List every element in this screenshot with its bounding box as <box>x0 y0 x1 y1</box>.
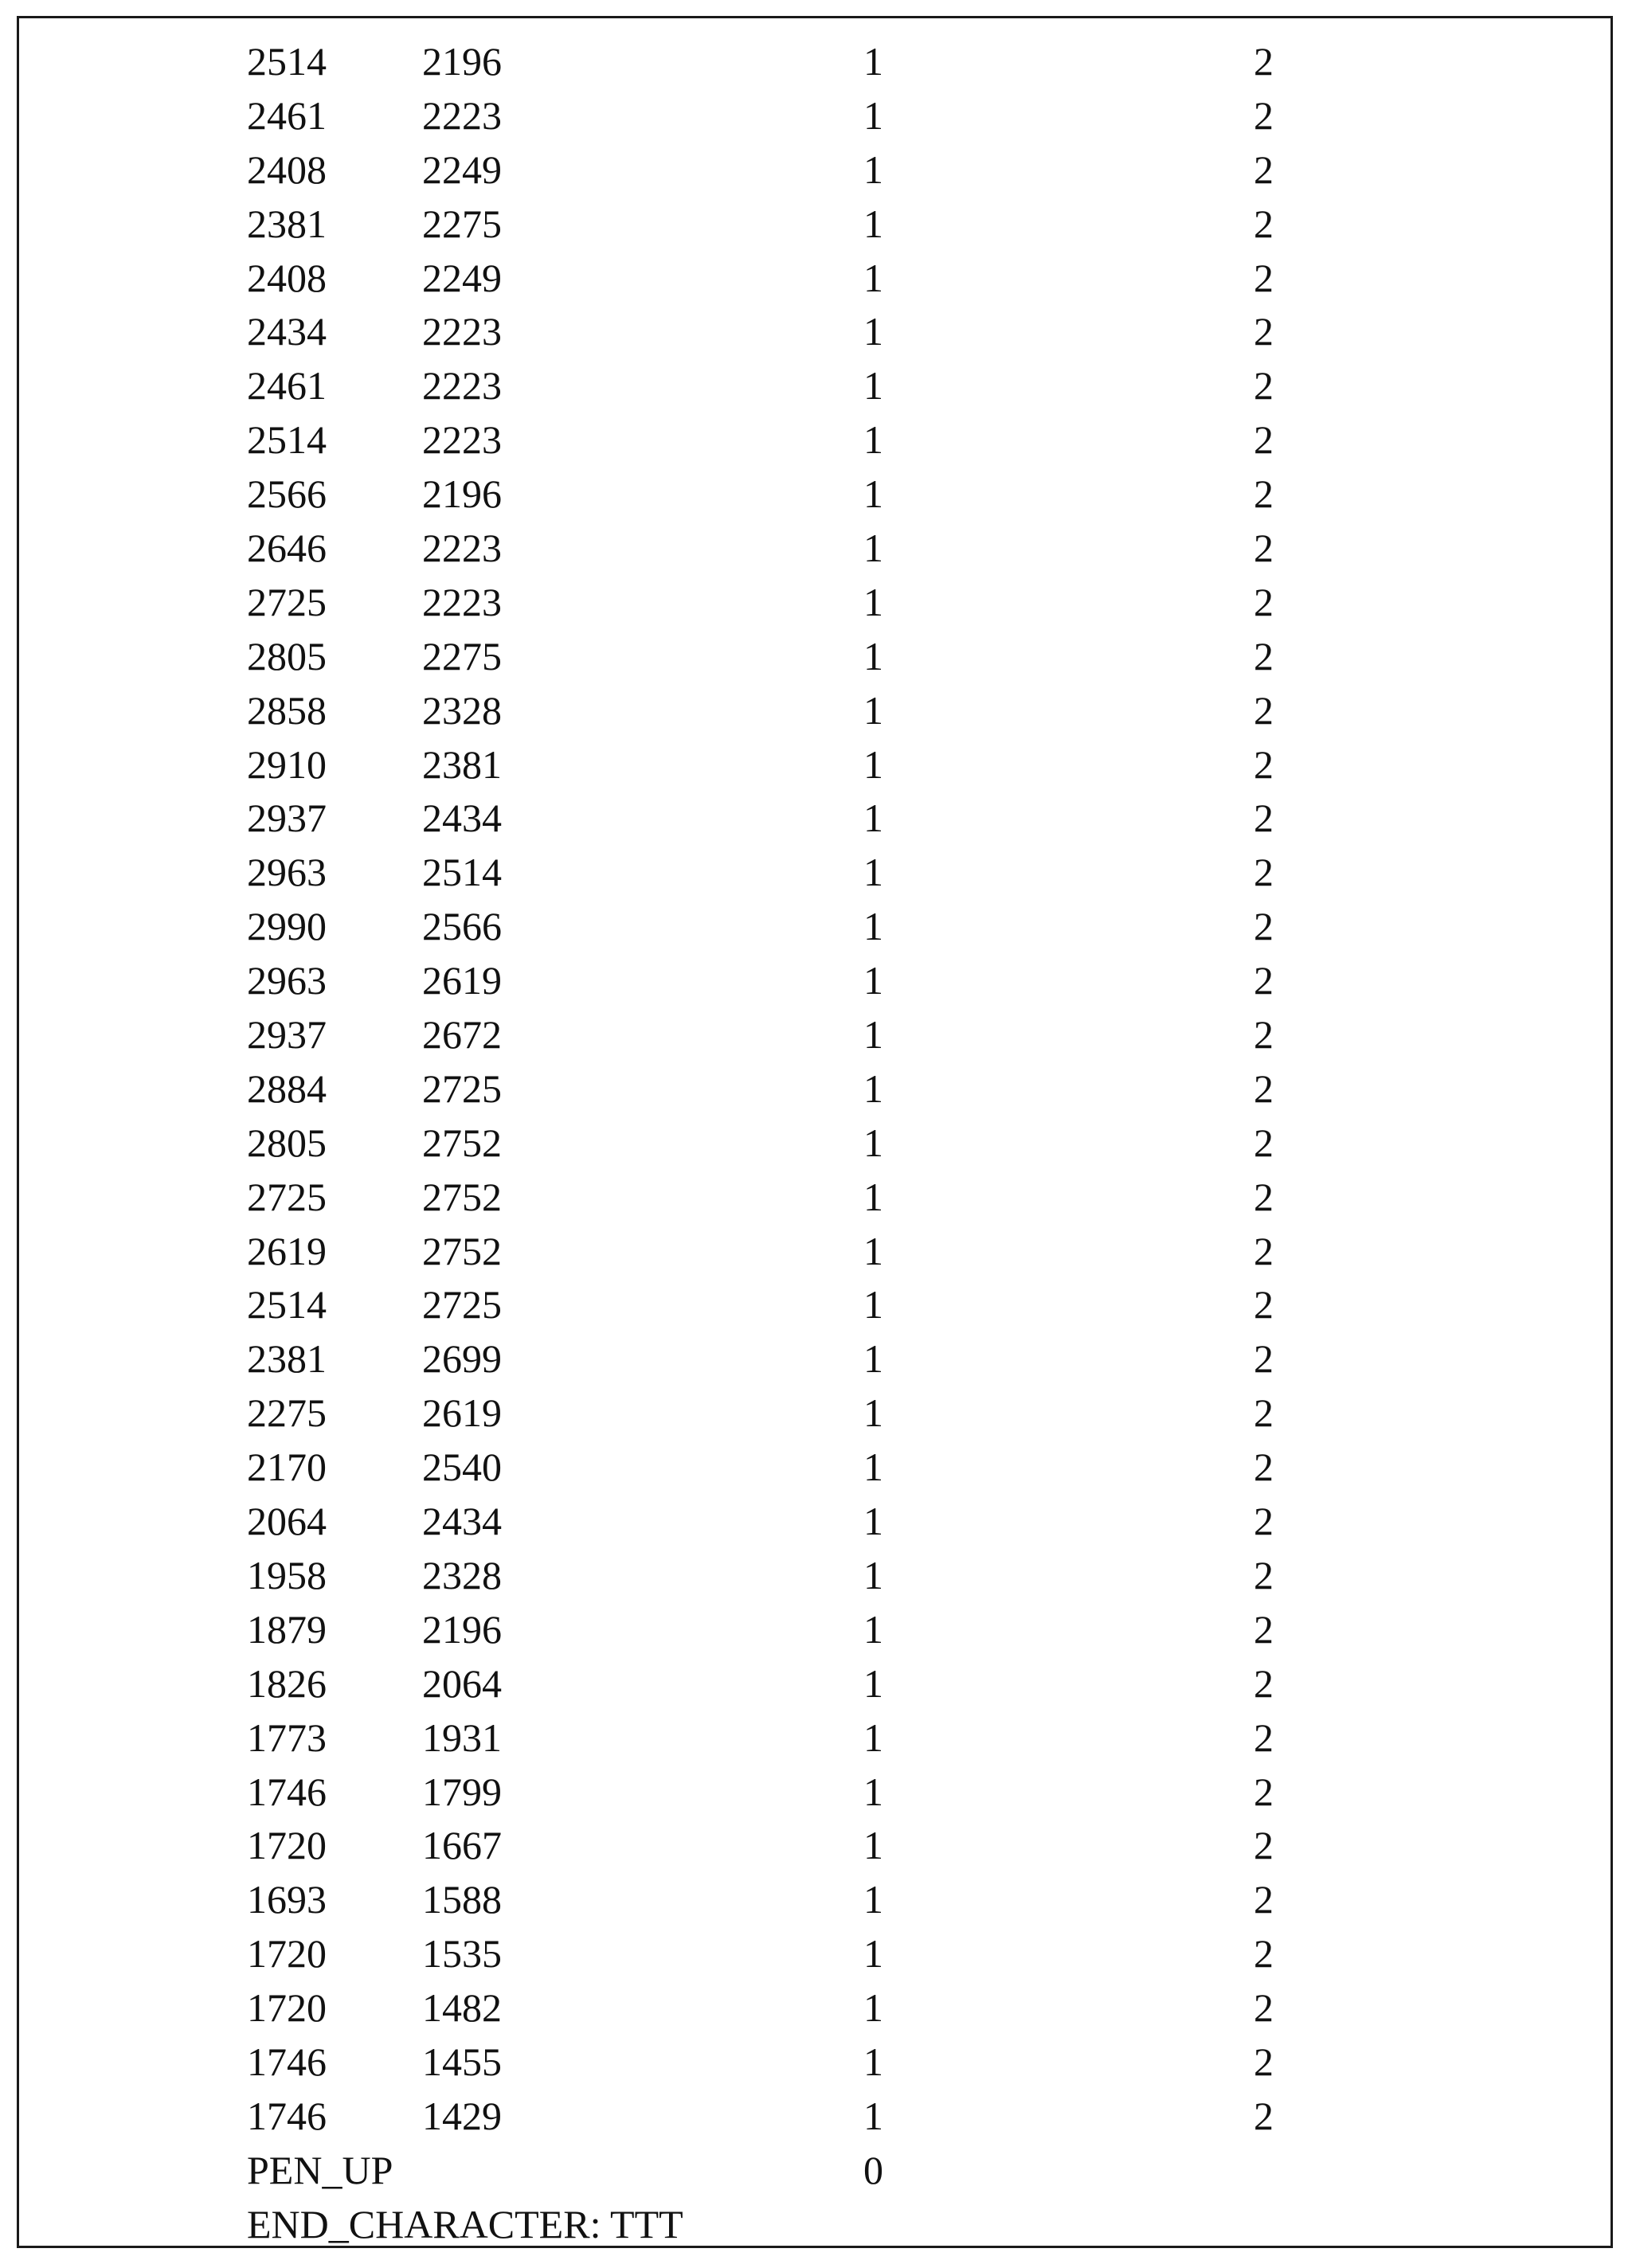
pen-state: 1 <box>863 1715 883 1760</box>
pen-state: 1 <box>863 1066 883 1111</box>
pen-state: 1 <box>863 904 883 949</box>
x-value: 2381 <box>247 1336 327 1382</box>
pen-state: 1 <box>863 1445 883 1490</box>
stroke-id: 2 <box>1254 796 1274 841</box>
table-row <box>19 1499 1610 1553</box>
table-row <box>19 147 1610 201</box>
stroke-id: 2 <box>1254 1985 1274 2031</box>
pen-state: 1 <box>863 471 883 517</box>
table-row <box>19 417 1610 471</box>
y-value: 2249 <box>422 255 502 300</box>
y-value: 2249 <box>422 147 502 192</box>
table-row <box>19 1390 1610 1445</box>
y-value: 2196 <box>422 471 502 517</box>
pen-up-label: PEN_UP <box>247 2147 393 2192</box>
pen-state: 1 <box>863 309 883 354</box>
stroke-id: 2 <box>1254 1174 1274 1219</box>
end-character-label: END_CHARACTER: TTT <box>247 2201 683 2246</box>
pen-state: 1 <box>863 1823 883 1868</box>
stroke-id: 2 <box>1254 1445 1274 1490</box>
pen-state: 1 <box>863 2093 883 2138</box>
y-value: 2223 <box>422 417 502 463</box>
x-value: 2910 <box>247 741 327 787</box>
x-value: 1958 <box>247 1552 327 1597</box>
table-row <box>19 201 1610 256</box>
table-row <box>19 1607 1610 1661</box>
y-value: 2223 <box>422 363 502 409</box>
stroke-id: 2 <box>1254 1715 1274 1760</box>
table-row <box>19 1985 1610 2039</box>
table-row <box>19 742 1610 796</box>
x-value: 2990 <box>247 904 327 949</box>
stroke-id: 2 <box>1254 579 1274 624</box>
table-row <box>19 39 1610 93</box>
table-row <box>19 1769 1610 1824</box>
pen-state: 1 <box>863 1606 883 1652</box>
y-value: 1482 <box>422 1985 502 2031</box>
x-value: 2381 <box>247 201 327 246</box>
stroke-id: 2 <box>1254 2039 1274 2084</box>
stroke-id: 2 <box>1254 1012 1274 1058</box>
table-row <box>19 1012 1610 1066</box>
y-value: 2540 <box>422 1445 502 1490</box>
stroke-id: 2 <box>1254 1769 1274 1814</box>
y-value: 2725 <box>422 1282 502 1328</box>
table-row <box>19 1175 1610 1229</box>
x-value: 2408 <box>247 147 327 192</box>
stroke-id: 2 <box>1254 633 1274 678</box>
y-value: 2223 <box>422 579 502 624</box>
table-row <box>19 1066 1610 1120</box>
y-value: 2381 <box>422 741 502 787</box>
table-row <box>19 363 1610 417</box>
table-row <box>19 850 1610 904</box>
x-value: 2937 <box>247 796 327 841</box>
pen-state: 1 <box>863 796 883 841</box>
table-row <box>19 1120 1610 1175</box>
y-value: 2699 <box>422 1336 502 1382</box>
x-value: 2805 <box>247 1120 327 1165</box>
pen-state: 1 <box>863 1120 883 1165</box>
x-value: 2805 <box>247 633 327 678</box>
pen-state: 1 <box>863 1769 883 1814</box>
pen-up-row <box>19 2148 1610 2202</box>
y-value: 2672 <box>422 1012 502 1058</box>
table-row <box>19 1877 1610 1931</box>
x-value: 2963 <box>247 958 327 1003</box>
table-row <box>19 1715 1610 1769</box>
pen-state: 1 <box>863 958 883 1003</box>
table-row <box>19 93 1610 147</box>
y-value: 1667 <box>422 1823 502 1868</box>
stroke-id: 2 <box>1254 92 1274 138</box>
x-value: 2725 <box>247 1174 327 1219</box>
stroke-id: 2 <box>1254 1931 1274 1977</box>
table-row <box>19 958 1610 1012</box>
y-value: 1535 <box>422 1931 502 1977</box>
pen-state: 1 <box>863 1552 883 1597</box>
table-row <box>19 2094 1610 2148</box>
stroke-id: 2 <box>1254 39 1274 84</box>
stroke-id: 2 <box>1254 1228 1274 1273</box>
x-value: 2619 <box>247 1228 327 1273</box>
x-value: 2514 <box>247 1282 327 1328</box>
y-value: 2752 <box>422 1228 502 1273</box>
stroke-id: 2 <box>1254 2093 1274 2138</box>
stroke-id: 2 <box>1254 850 1274 895</box>
table-row <box>19 526 1610 580</box>
x-value: 2461 <box>247 92 327 138</box>
table-row <box>19 1336 1610 1390</box>
pen-state: 1 <box>863 363 883 409</box>
x-value: 2408 <box>247 255 327 300</box>
x-value: 1826 <box>247 1660 327 1706</box>
table-row <box>19 1229 1610 1283</box>
table-row <box>19 2039 1610 2094</box>
y-value: 2275 <box>422 633 502 678</box>
pen-state: 1 <box>863 1390 883 1436</box>
pen-state: 1 <box>863 850 883 895</box>
y-value: 1429 <box>422 2093 502 2138</box>
pen-state: 1 <box>863 1499 883 1544</box>
x-value: 2884 <box>247 1066 327 1111</box>
x-value: 2566 <box>247 471 327 517</box>
table-row <box>19 1282 1610 1336</box>
stroke-id: 2 <box>1254 904 1274 949</box>
y-value: 2434 <box>422 1499 502 1544</box>
stroke-id: 2 <box>1254 1282 1274 1328</box>
x-value: 1720 <box>247 1985 327 2031</box>
pen-state: 1 <box>863 579 883 624</box>
x-value: 2725 <box>247 579 327 624</box>
stroke-id: 2 <box>1254 1336 1274 1382</box>
stroke-id: 2 <box>1254 1552 1274 1597</box>
stroke-id: 2 <box>1254 1066 1274 1111</box>
pen-state: 1 <box>863 1336 883 1382</box>
y-value: 2619 <box>422 958 502 1003</box>
pen-state: 1 <box>863 1931 883 1977</box>
stroke-id: 2 <box>1254 1606 1274 1652</box>
table-row <box>19 1823 1610 1877</box>
pen-state: 1 <box>863 741 883 787</box>
x-value: 2937 <box>247 1012 327 1058</box>
x-value: 2064 <box>247 1499 327 1544</box>
y-value: 2328 <box>422 687 502 733</box>
table-row <box>19 634 1610 688</box>
x-value: 2461 <box>247 363 327 409</box>
stroke-id: 2 <box>1254 363 1274 409</box>
stroke-id: 2 <box>1254 417 1274 463</box>
y-value: 2196 <box>422 39 502 84</box>
pen-state: 1 <box>863 417 883 463</box>
table-row <box>19 580 1610 634</box>
data-listing <box>19 39 1610 2256</box>
x-value: 1720 <box>247 1823 327 1868</box>
pen-state: 1 <box>863 92 883 138</box>
y-value: 2275 <box>422 201 502 246</box>
stroke-id: 2 <box>1254 526 1274 571</box>
x-value: 1720 <box>247 1931 327 1977</box>
stroke-id: 2 <box>1254 1660 1274 1706</box>
x-value: 2514 <box>247 417 327 463</box>
x-value: 1746 <box>247 2039 327 2084</box>
y-value: 1799 <box>422 1769 502 1814</box>
x-value: 2858 <box>247 687 327 733</box>
table-row <box>19 1553 1610 1607</box>
stroke-id: 2 <box>1254 741 1274 787</box>
pen-state: 1 <box>863 2039 883 2084</box>
stroke-id: 2 <box>1254 147 1274 192</box>
table-row <box>19 796 1610 850</box>
pen-state: 1 <box>863 1012 883 1058</box>
stroke-id: 2 <box>1254 1499 1274 1544</box>
y-value: 1455 <box>422 2039 502 2084</box>
y-value: 2752 <box>422 1174 502 1219</box>
table-row <box>19 309 1610 363</box>
table-row <box>19 471 1610 526</box>
y-value: 2619 <box>422 1390 502 1436</box>
x-value: 1879 <box>247 1606 327 1652</box>
x-value: 1746 <box>247 1769 327 1814</box>
stroke-id: 2 <box>1254 1823 1274 1868</box>
stroke-id: 2 <box>1254 255 1274 300</box>
table-row <box>19 256 1610 310</box>
y-value: 2752 <box>422 1120 502 1165</box>
pen-state: 1 <box>863 255 883 300</box>
x-value: 2646 <box>247 526 327 571</box>
stroke-id: 2 <box>1254 958 1274 1003</box>
stroke-id: 2 <box>1254 687 1274 733</box>
pen-state: 1 <box>863 526 883 571</box>
x-value: 2170 <box>247 1445 327 1490</box>
y-value: 2223 <box>422 526 502 571</box>
x-value: 1773 <box>247 1715 327 1760</box>
pen-state: 1 <box>863 633 883 678</box>
y-value: 1931 <box>422 1715 502 1760</box>
x-value: 1693 <box>247 1877 327 1922</box>
stroke-id: 2 <box>1254 309 1274 354</box>
x-value: 2275 <box>247 1390 327 1436</box>
x-value: 2963 <box>247 850 327 895</box>
y-value: 2566 <box>422 904 502 949</box>
pen-state: 1 <box>863 1228 883 1273</box>
y-value: 1588 <box>422 1877 502 1922</box>
x-value: 1746 <box>247 2093 327 2138</box>
pen-state: 1 <box>863 1660 883 1706</box>
pen-state: 1 <box>863 1174 883 1219</box>
data-listing-frame <box>17 16 1613 2248</box>
y-value: 2328 <box>422 1552 502 1597</box>
pen-state: 1 <box>863 687 883 733</box>
stroke-id: 2 <box>1254 201 1274 246</box>
y-value: 2223 <box>422 309 502 354</box>
table-row <box>19 904 1610 958</box>
x-value: 2514 <box>247 39 327 84</box>
y-value: 2434 <box>422 796 502 841</box>
pen-state: 1 <box>863 1282 883 1328</box>
stroke-id: 2 <box>1254 471 1274 517</box>
stroke-id: 2 <box>1254 1390 1274 1436</box>
pen-up-value: 0 <box>863 2147 883 2192</box>
table-row <box>19 1445 1610 1499</box>
x-value: 2434 <box>247 309 327 354</box>
stroke-id: 2 <box>1254 1120 1274 1165</box>
y-value: 2223 <box>422 92 502 138</box>
end-character-row <box>19 2202 1610 2256</box>
y-value: 2725 <box>422 1066 502 1111</box>
y-value: 2514 <box>422 850 502 895</box>
pen-state: 1 <box>863 39 883 84</box>
pen-state: 1 <box>863 201 883 246</box>
pen-state: 1 <box>863 147 883 192</box>
stroke-id: 2 <box>1254 1877 1274 1922</box>
y-value: 2196 <box>422 1606 502 1652</box>
table-row <box>19 688 1610 742</box>
y-value: 2064 <box>422 1660 502 1706</box>
pen-state: 1 <box>863 1985 883 2031</box>
table-row <box>19 1661 1610 1715</box>
table-row <box>19 1931 1610 1985</box>
pen-state: 1 <box>863 1877 883 1922</box>
